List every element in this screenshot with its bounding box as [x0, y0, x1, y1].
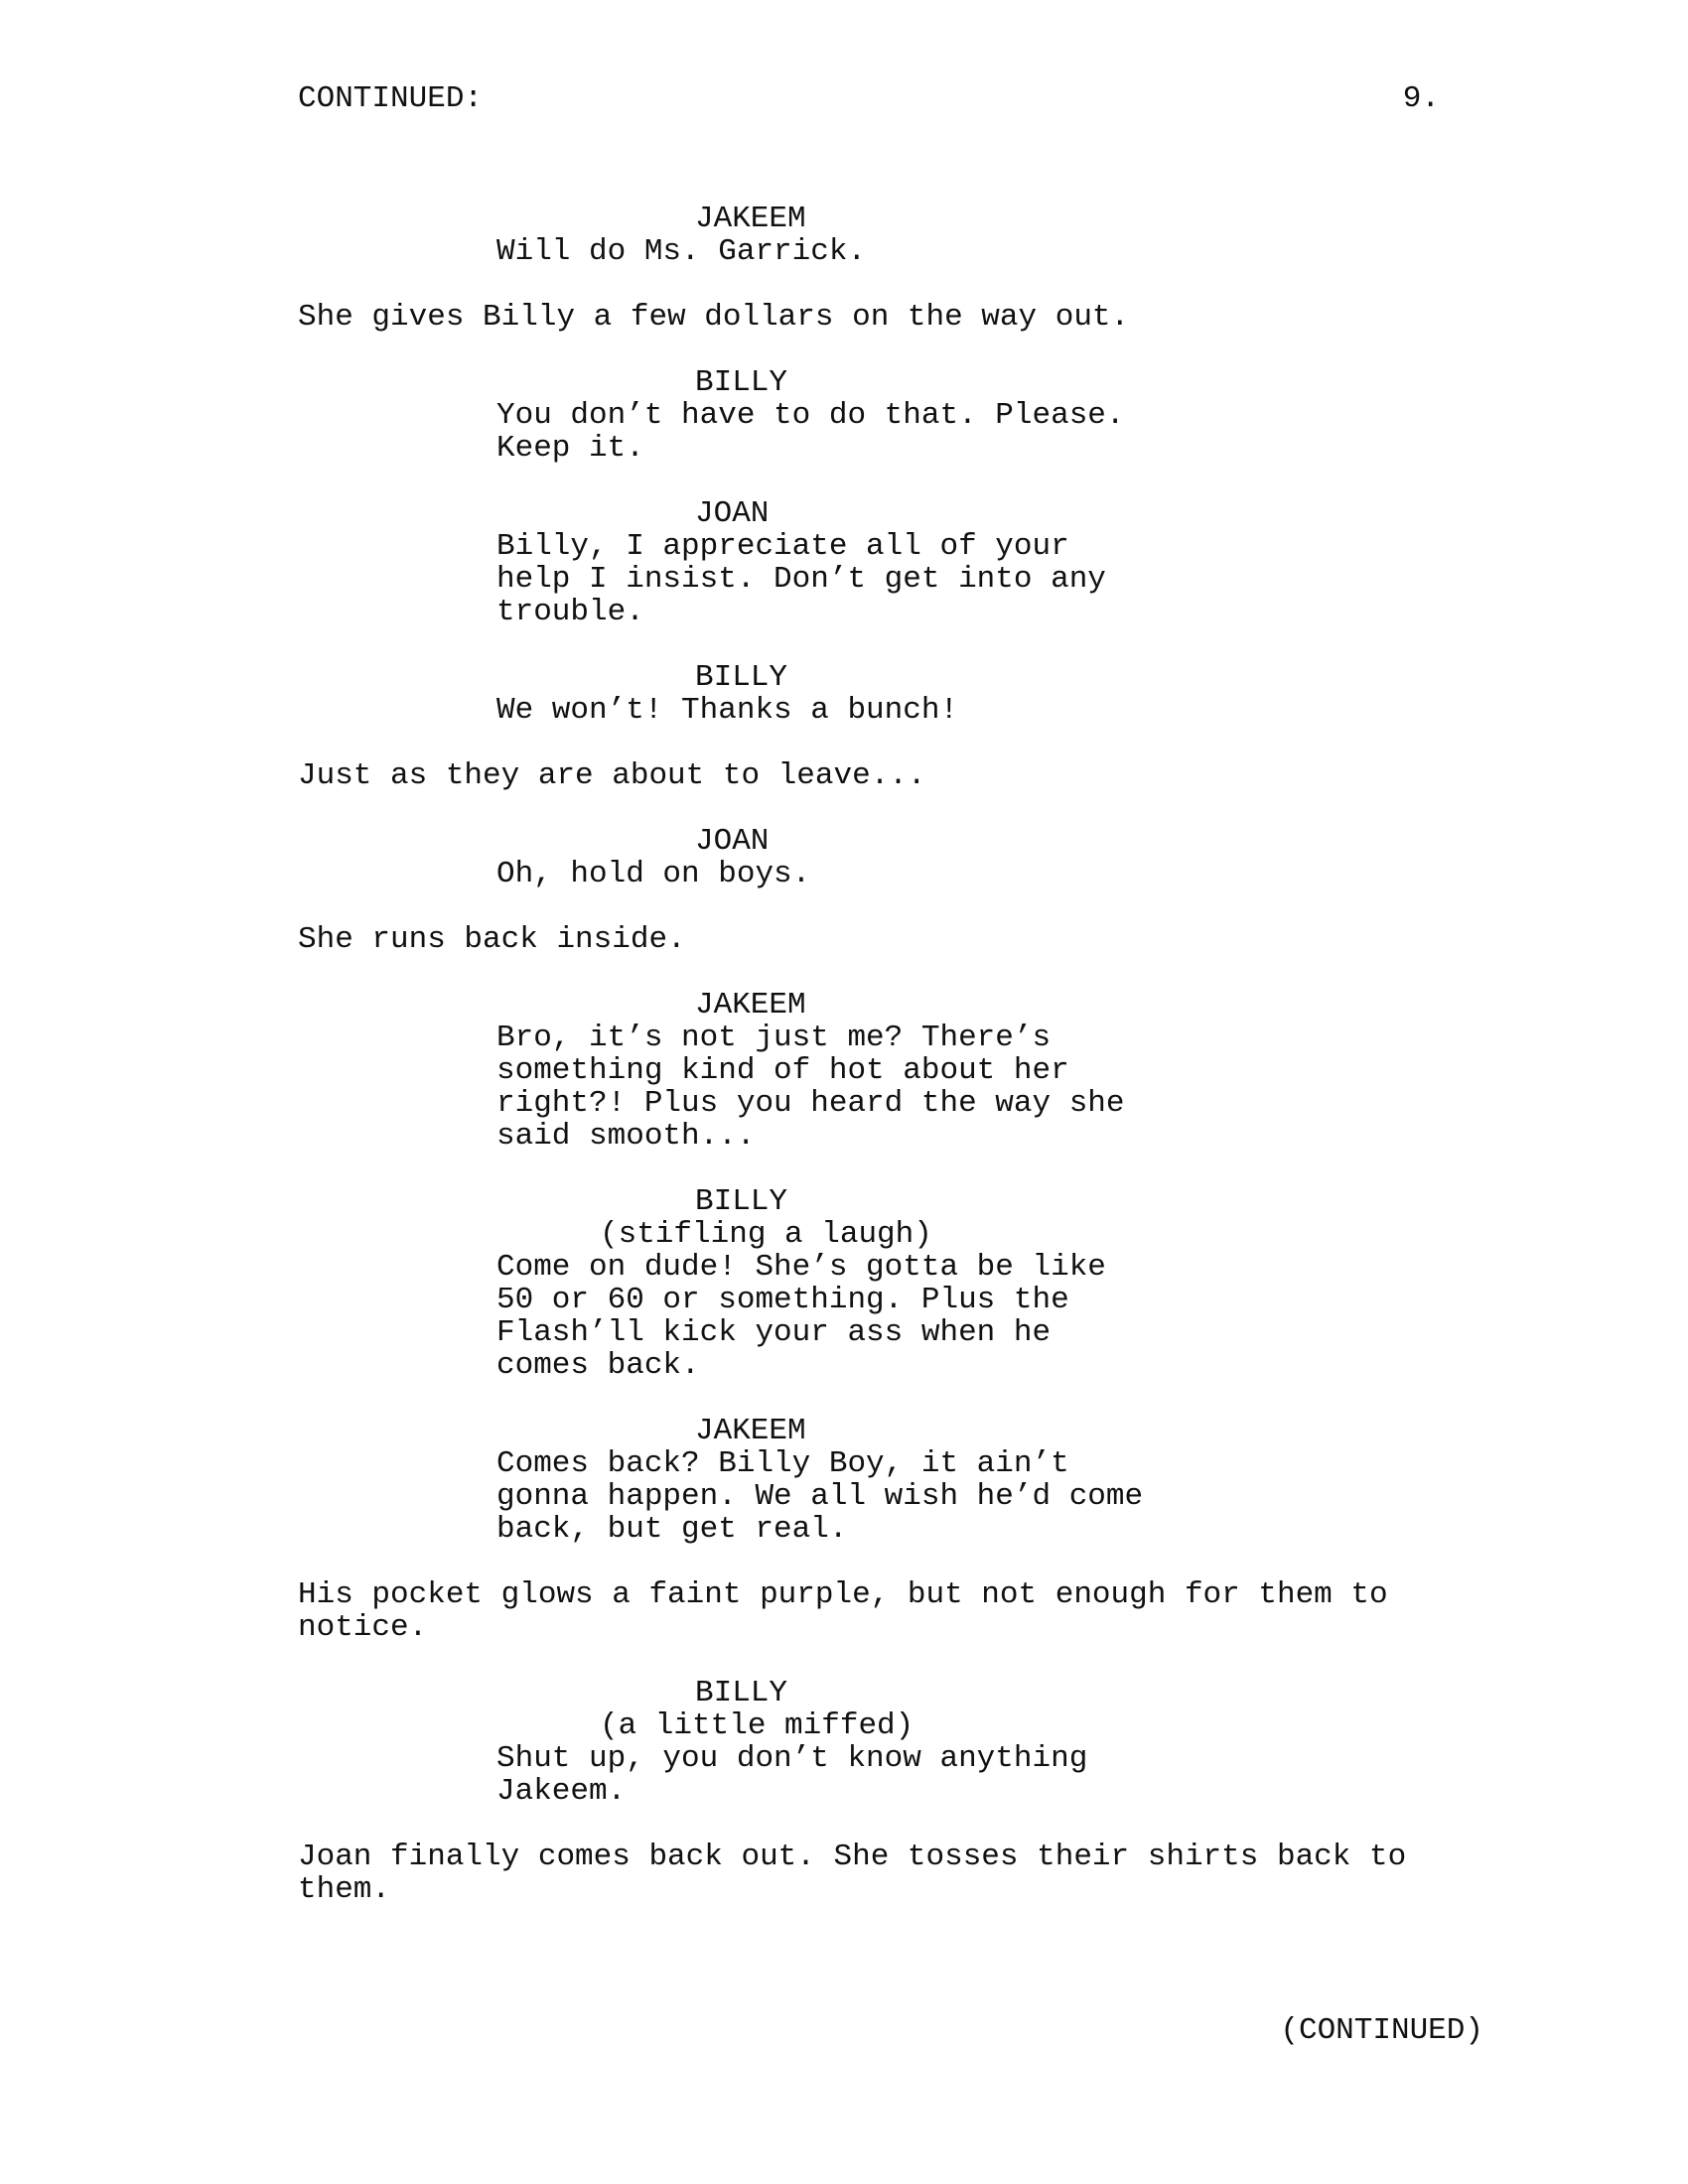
dialogue-line: Oh, hold on boys.: [496, 857, 811, 891]
dialogue-line: back, but get real.: [496, 1512, 848, 1547]
continued-header: CONTINUED:: [298, 81, 484, 116]
dialogue-block: [298, 825, 1549, 890]
dialogue-block: [298, 1677, 1549, 1808]
page-number: 9.: [1402, 81, 1440, 116]
character-name: JOAN: [695, 496, 770, 531]
character-name: JOAN: [695, 824, 770, 859]
script-body: [298, 203, 1549, 1906]
action-line: She gives Billy a few dollars on the way out.: [298, 300, 1130, 335]
dialogue-line: help I insist. Don’t get into any: [496, 562, 1106, 597]
character-name: BILLY: [695, 660, 788, 695]
action-line: His pocket glows a faint purple, but not enough for them to: [298, 1577, 1388, 1612]
continued-footer: (CONTINUED): [1280, 2013, 1483, 2048]
dialogue-line: Bro, it’s not just me? There’s: [496, 1021, 1052, 1055]
action-line: them.: [298, 1872, 391, 1907]
dialogue-block: [298, 1415, 1549, 1546]
dialogue-line: comes back.: [496, 1348, 700, 1383]
dialogue-line: something kind of hot about her: [496, 1053, 1069, 1088]
dialogue-line: said smooth...: [496, 1119, 756, 1154]
dialogue-line: Come on dude! She’s gotta be like: [496, 1250, 1106, 1285]
dialogue-line: right?! Plus you heard the way she: [496, 1086, 1125, 1121]
character-name: BILLY: [695, 1184, 788, 1219]
dialogue-block: [298, 366, 1549, 465]
dialogue-line: We won’t! Thanks a bunch!: [496, 693, 959, 728]
dialogue-block: [298, 1185, 1549, 1382]
dialogue-line: Will do Ms. Garrick.: [496, 234, 867, 269]
dialogue-line: gonna happen. We all wish he’d come: [496, 1479, 1144, 1514]
dialogue-line: Comes back? Billy Boy, it ain’t: [496, 1446, 1069, 1481]
character-name: JAKEEM: [695, 988, 806, 1023]
action-line: notice.: [298, 1610, 428, 1645]
action-line: Joan finally comes back out. She tosses their shirts back to: [298, 1840, 1407, 1874]
action-block: [298, 1578, 1549, 1644]
action-block: [298, 1841, 1549, 1906]
dialogue-block: [298, 497, 1549, 628]
dialogue-line: Keep it.: [496, 431, 644, 466]
dialogue-block: [298, 661, 1549, 727]
dialogue-line: You don’t have to do that. Please.: [496, 398, 1125, 433]
dialogue-line: Billy, I appreciate all of your: [496, 529, 1069, 564]
character-name: JAKEEM: [695, 1414, 806, 1448]
action-block: [298, 923, 1549, 956]
action-block: [298, 759, 1549, 792]
dialogue-line: Shut up, you don’t know anything: [496, 1741, 1088, 1776]
character-name: BILLY: [695, 365, 788, 400]
dialogue-line: trouble.: [496, 595, 644, 629]
parenthetical: (a little miffed): [600, 1708, 914, 1743]
action-block: [298, 301, 1549, 334]
dialogue-line: 50 or 60 or something. Plus the: [496, 1283, 1069, 1317]
action-line: She runs back inside.: [298, 922, 686, 957]
dialogue-block: [298, 203, 1549, 268]
parenthetical: (stifling a laugh): [600, 1217, 932, 1252]
dialogue-block: [298, 989, 1549, 1153]
action-line: Just as they are about to leave...: [298, 758, 926, 793]
dialogue-line: Flash’ll kick your ass when he: [496, 1315, 1052, 1350]
character-name: JAKEEM: [695, 202, 806, 236]
dialogue-line: Jakeem.: [496, 1774, 627, 1809]
character-name: BILLY: [695, 1676, 788, 1710]
